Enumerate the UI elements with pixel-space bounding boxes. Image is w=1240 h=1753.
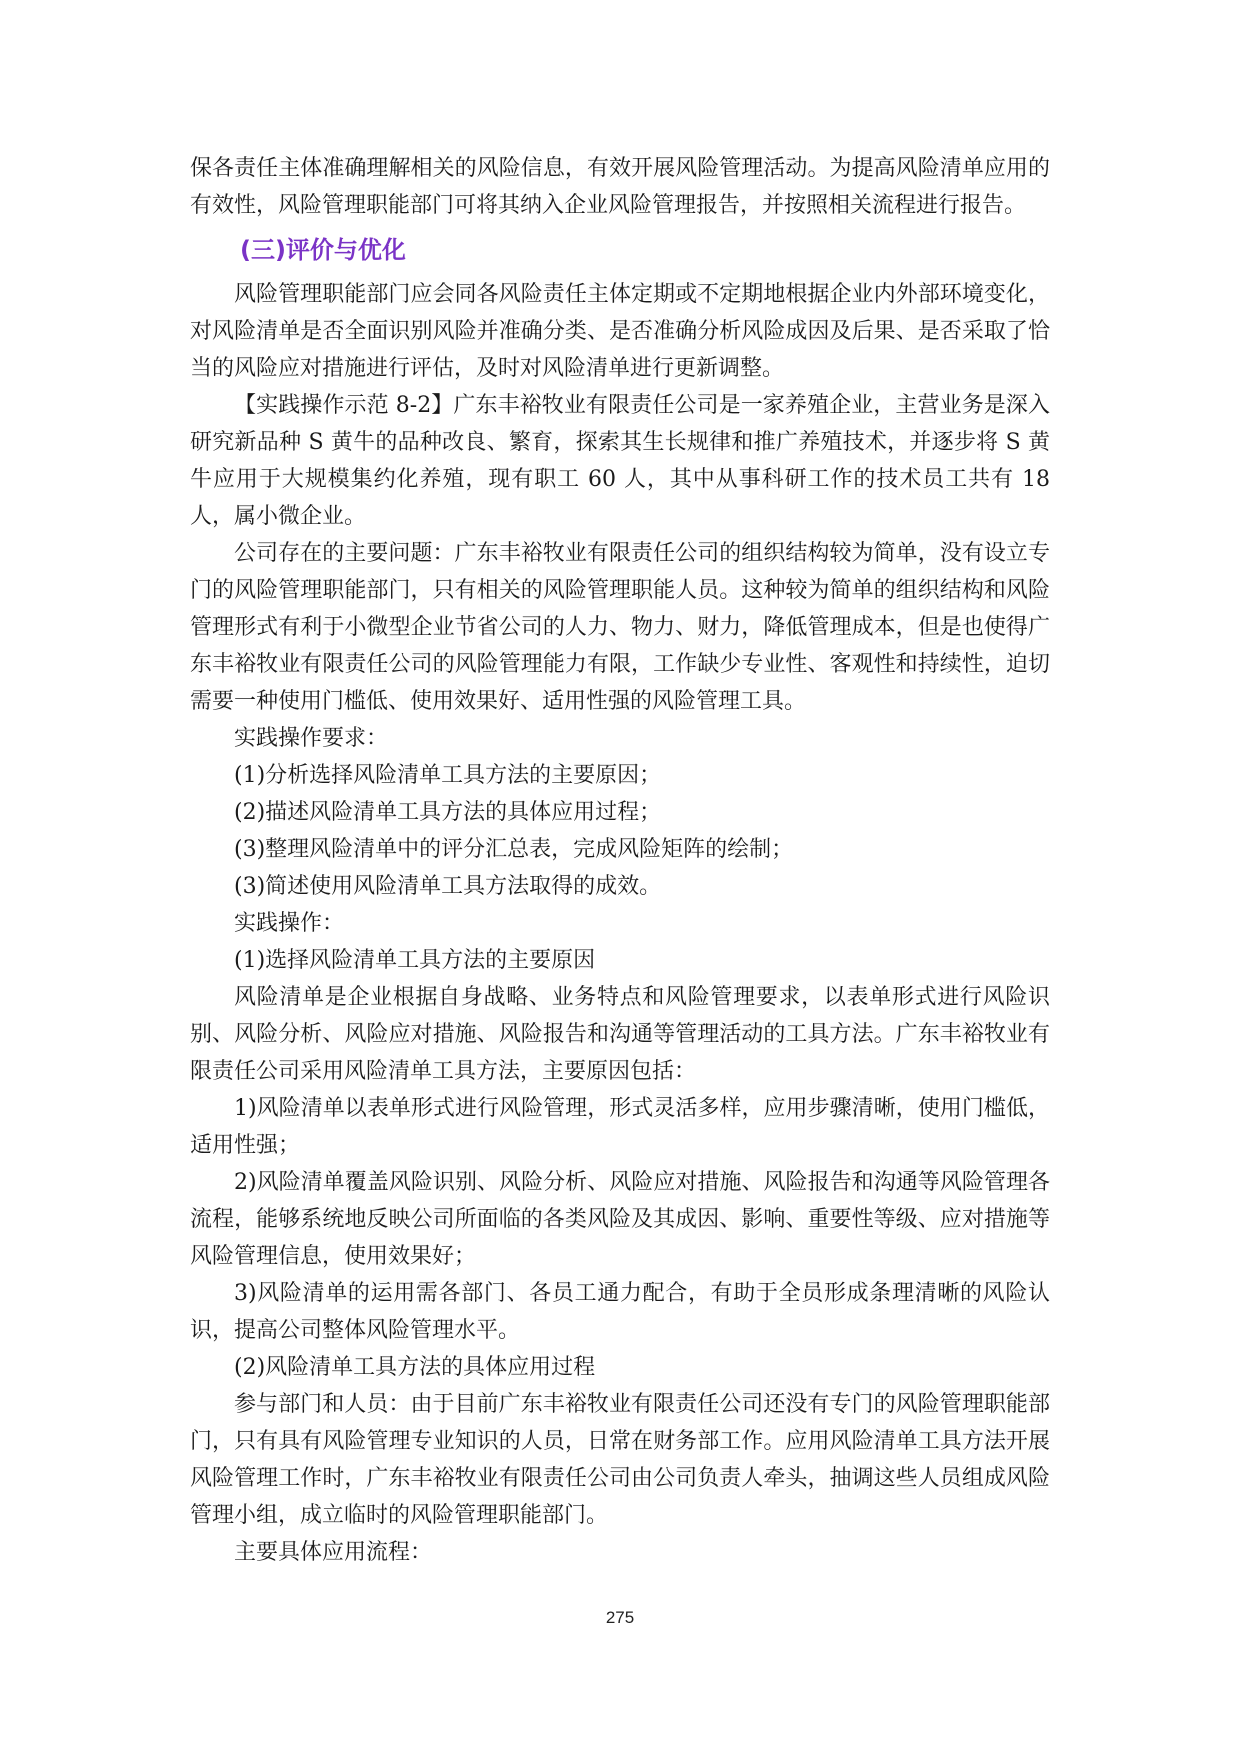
requirement-item-1: (1)分析选择风险清单工具方法的主要原因；: [234, 763, 662, 788]
paragraph-problems: 公司存在的主要问题：广东丰裕牧业有限责任公司的组织结构较为简单，没有设立专门的风险管理职能部门，只有相关的风险管理职能人员。这种较为简单的组织结构和风险管理形式有利于小微型企业节省公司的人力、物力、财力，降低管理成本，但是也使得广东丰裕牧业有限责任公司的风险管理能力有限，工作缺少专业性、客观性和持续性，迫切需要一种使用门槛低、使用效果好、适用性强的风险管理工具。: [190, 541, 1050, 714]
subsection-title-1: (1)选择风险清单工具方法的主要原因: [234, 948, 596, 973]
paragraph-example-intro: 【实践操作示范 8-2】广东丰裕牧业有限责任公司是一家养殖企业，主营业务是深入研究新品种 S 黄牛的品种改良、繁育，探索其生长规律和推广养殖技术，并逐步将 S 黄牛应用于大规模集约化养殖，现有职工 60 人，其中从事科研工作的技术员工共有 18 人，属小微企业。: [190, 393, 1050, 529]
requirement-item-4: (3)简述使用风险清单工具方法取得的成效。: [234, 874, 662, 899]
paragraph-requirements-title: 实践操作要求：: [234, 726, 389, 751]
subsection-title-2: (2)风险清单工具方法的具体应用过程: [234, 1355, 596, 1380]
paragraph-evaluation: 风险管理职能部门应会同各风险责任主体定期或不定期地根据企业内外部环境变化，对风险清单是否全面识别风险并准确分类、是否准确分析风险成因及后果、是否采取了恰当的风险应对措施进行评估，及时对风险清单进行更新调整。: [190, 282, 1050, 381]
continued-paragraph: 保各责任主体准确理解相关的风险信息，有效开展风险管理活动。为提高风险清单应用的有效性，风险管理职能部门可将其纳入企业风险管理报告，并按照相关流程进行报告。: [190, 156, 1050, 218]
requirement-item-3: (3)整理风险清单中的评分汇总表，完成风险矩阵的绘制；: [234, 837, 794, 862]
page-content: [190, 150, 1050, 1571]
page-number: 275: [605, 1608, 635, 1627]
reason-item-1: 1)风险清单以表单形式进行风险管理，形式灵活多样，应用步骤清晰，使用门槛低，适用性强；: [190, 1096, 1050, 1158]
paragraph-process-title: 主要具体应用流程：: [234, 1540, 433, 1565]
paragraph-participants: 参与部门和人员：由于目前广东丰裕牧业有限责任公司还没有专门的风险管理职能部门，只有具有风险管理专业知识的人员，日常在财务部工作。应用风险清单工具方法开展风险管理工作时，广东丰裕牧业有限责任公司由公司负责人牵头，抽调这些人员组成风险管理小组，成立临时的风险管理职能部门。: [190, 1392, 1050, 1528]
paragraph-operation-title: 实践操作：: [234, 911, 345, 936]
requirement-item-2: (2)描述风险清单工具方法的具体应用过程；: [234, 800, 662, 825]
reason-item-2: 2)风险清单覆盖风险识别、风险分析、风险应对措施、风险报告和沟通等风险管理各流程，能够系统地反映公司所面临的各类风险及其成因、影响、重要性等级、应对措施等风险管理信息，使用效果好；: [190, 1170, 1050, 1269]
section-heading: (三)评价与优化: [240, 236, 406, 264]
reason-item-3: 3)风险清单的运用需各部门、各员工通力配合，有助于全员形成条理清晰的风险认识，提高公司整体风险管理水平。: [190, 1281, 1050, 1343]
paragraph-risk-list-definition: 风险清单是企业根据自身战略、业务特点和风险管理要求，以表单形式进行风险识别、风险分析、风险应对措施、风险报告和沟通等管理活动的工具方法。广东丰裕牧业有限责任公司采用风险清单工具方法，主要原因包括：: [190, 985, 1050, 1084]
